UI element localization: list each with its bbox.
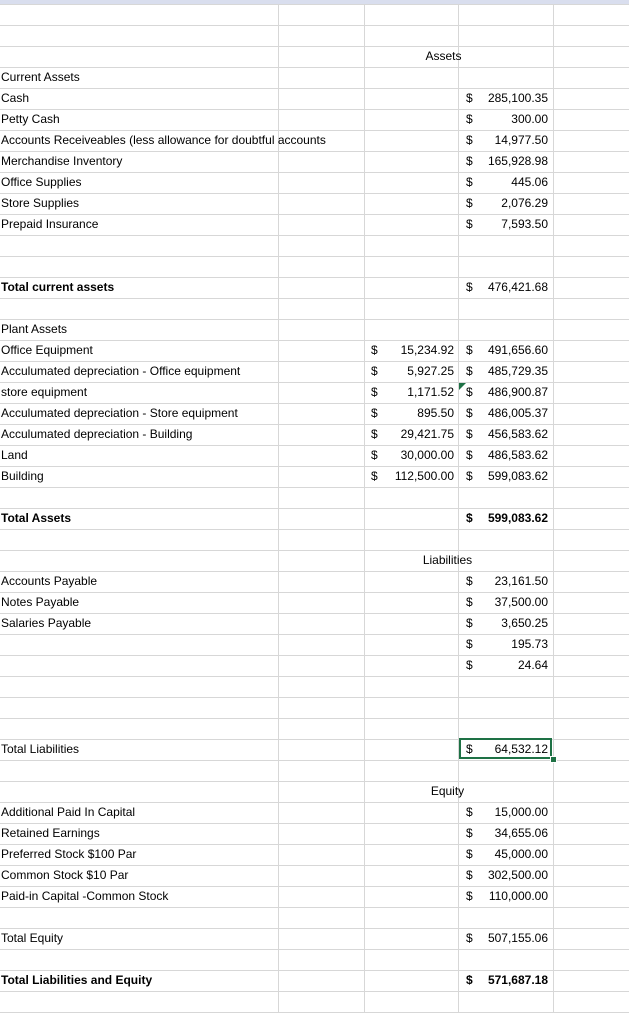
amount-cell[interactable]: 112,500.00 — [394, 469, 454, 483]
amount-cell[interactable]: 29,421.75 — [400, 427, 454, 441]
dollar-sign[interactable]: $ — [466, 91, 473, 105]
dollar-sign[interactable]: $ — [466, 742, 473, 756]
dollar-sign[interactable]: $ — [466, 427, 473, 441]
dollar-sign[interactable]: $ — [466, 469, 473, 483]
amount-cell[interactable]: 486,900.87 — [487, 385, 548, 399]
column-gridline — [364, 4, 365, 1012]
row-gridline — [0, 718, 629, 719]
amount-cell[interactable]: 23,161.50 — [494, 574, 548, 588]
dollar-sign[interactable]: $ — [466, 448, 473, 462]
row-gridline — [0, 4, 629, 5]
dollar-sign[interactable]: $ — [466, 595, 473, 609]
dollar-sign[interactable]: $ — [466, 637, 473, 651]
row-gridline — [0, 760, 629, 761]
row-label-accounts-receivable[interactable]: Accounts Receiveables (less allowance for doubtful accounts — [1, 133, 326, 147]
liabilities-section-header[interactable]: Liabilities — [422, 553, 473, 567]
dollar-sign[interactable]: $ — [466, 343, 473, 357]
amount-cell[interactable]: 1,171.52 — [407, 385, 454, 399]
dollar-sign[interactable]: $ — [371, 364, 378, 378]
row-label-accum-depr-store-equipment[interactable]: Acculumated depreciation - Store equipment — [1, 406, 238, 420]
dollar-sign[interactable]: $ — [371, 385, 378, 399]
row-gridline — [0, 697, 629, 698]
plant-assets-heading[interactable]: Plant Assets — [1, 322, 68, 336]
amount-cell[interactable]: 14,977.50 — [494, 133, 548, 147]
dollar-sign[interactable]: $ — [466, 616, 473, 630]
column-gridline — [553, 4, 554, 1012]
row-label-cash[interactable]: Cash — [1, 91, 30, 105]
row-label-office-supplies[interactable]: Office Supplies — [1, 175, 82, 189]
dollar-sign[interactable]: $ — [466, 847, 473, 861]
row-gridline — [0, 67, 629, 68]
amount-cell[interactable]: 15,234.92 — [400, 343, 454, 357]
equity-section-header[interactable]: Equity — [430, 784, 465, 798]
dollar-sign[interactable]: $ — [466, 385, 473, 399]
row-gridline — [0, 256, 629, 257]
total-liabilities-equity-label[interactable]: Total Liabilities and Equity — [1, 973, 153, 987]
row-label-store-equipment[interactable]: store equipment — [1, 385, 88, 399]
total-liabilities-amount[interactable]: 64,532.12 — [494, 742, 548, 756]
amount-cell[interactable]: 165,928.98 — [487, 154, 548, 168]
total-assets-label[interactable]: Total Assets — [1, 511, 72, 525]
column-gridline — [278, 4, 279, 1012]
amount-cell[interactable]: 599,083.62 — [487, 469, 548, 483]
amount-cell[interactable]: 37,500.00 — [494, 595, 548, 609]
row-label-office-equipment[interactable]: Office Equipment — [1, 343, 93, 357]
row-label-accounts-payable[interactable]: Accounts Payable — [1, 574, 98, 588]
row-label-building[interactable]: Building — [1, 469, 44, 483]
row-gridline — [0, 949, 629, 950]
total-liabilities-equity-amount[interactable]: 571,687.18 — [487, 973, 548, 987]
row-label-preferred-stock[interactable]: Preferred Stock $100 Par — [1, 847, 137, 861]
amount-cell[interactable]: 15,000.00 — [494, 805, 548, 819]
row-gridline — [0, 46, 629, 47]
dollar-sign[interactable]: $ — [466, 973, 473, 987]
amount-cell[interactable]: 485,729.35 — [487, 364, 548, 378]
dollar-sign[interactable]: $ — [466, 889, 473, 903]
dollar-sign[interactable]: $ — [466, 217, 473, 231]
row-gridline — [0, 298, 629, 299]
amount-cell[interactable]: 30,000.00 — [400, 448, 454, 462]
column-gridline — [458, 4, 459, 1012]
amount-cell[interactable]: 895.50 — [417, 406, 454, 420]
amount-cell[interactable]: 2,076.29 — [501, 196, 548, 210]
row-gridline — [0, 235, 629, 236]
amount-cell[interactable]: 195.73 — [511, 637, 548, 651]
total-equity-amount[interactable]: 507,155.06 — [487, 931, 548, 945]
amount-cell[interactable]: 302,500.00 — [487, 868, 548, 882]
row-gridline — [0, 487, 629, 488]
dollar-sign[interactable]: $ — [466, 133, 473, 147]
current-assets-heading[interactable]: Current Assets — [1, 70, 80, 84]
fill-handle[interactable] — [550, 756, 557, 763]
row-label-accum-depr-office-equipment[interactable]: Acculumated depreciation - Office equipment — [1, 364, 241, 378]
row-label-merchandise-inventory[interactable]: Merchandise Inventory — [1, 154, 123, 168]
row-label-prepaid-insurance[interactable]: Prepaid Insurance — [1, 217, 99, 231]
dollar-sign[interactable]: $ — [371, 469, 378, 483]
amount-cell[interactable]: 7,593.50 — [501, 217, 548, 231]
dollar-sign[interactable]: $ — [466, 280, 473, 294]
total-current-assets-amount[interactable]: 476,421.68 — [487, 280, 548, 294]
row-gridline — [0, 676, 629, 677]
row-label-salaries-payable[interactable]: Salaries Payable — [1, 616, 92, 630]
active-cell-selection[interactable] — [459, 738, 552, 759]
row-gridline — [0, 25, 629, 26]
dollar-sign[interactable]: $ — [466, 154, 473, 168]
assets-section-header[interactable]: Assets — [425, 49, 462, 63]
total-liabilities-label[interactable]: Total Liabilities — [1, 742, 80, 756]
total-assets-amount[interactable]: 599,083.62 — [487, 511, 548, 525]
dollar-sign[interactable]: $ — [466, 805, 473, 819]
row-gridline — [0, 550, 629, 551]
amount-cell[interactable]: 486,583.62 — [487, 448, 548, 462]
dollar-sign[interactable]: $ — [371, 427, 378, 441]
row-label-petty-cash[interactable]: Petty Cash — [1, 112, 60, 126]
row-label-notes-payable[interactable]: Notes Payable — [1, 595, 80, 609]
row-label-store-supplies[interactable]: Store Supplies — [1, 196, 80, 210]
amount-cell[interactable]: 24.64 — [517, 658, 548, 672]
dollar-sign[interactable]: $ — [466, 175, 473, 189]
amount-cell[interactable]: 45,000.00 — [494, 847, 548, 861]
row-gridline — [0, 907, 629, 908]
amount-cell[interactable]: 34,655.06 — [494, 826, 548, 840]
amount-cell[interactable]: 110,000.00 — [488, 889, 548, 903]
dollar-sign[interactable]: $ — [466, 931, 473, 945]
dollar-sign[interactable]: $ — [466, 112, 473, 126]
row-gridline — [0, 529, 629, 530]
row-gridline — [0, 991, 629, 992]
row-label-accum-depr-building[interactable]: Acculumated depreciation - Building — [1, 427, 193, 441]
amount-cell[interactable]: 456,583.62 — [487, 427, 548, 441]
dollar-sign[interactable]: $ — [466, 364, 473, 378]
total-current-assets-label[interactable]: Total current assets — [1, 280, 115, 294]
error-indicator-icon[interactable] — [459, 383, 466, 390]
dollar-sign[interactable]: $ — [466, 511, 473, 525]
amount-cell[interactable]: 285,100.35 — [487, 91, 548, 105]
row-gridline — [0, 781, 629, 782]
dollar-sign[interactable]: $ — [371, 406, 378, 420]
dollar-sign[interactable]: $ — [466, 658, 473, 672]
dollar-sign[interactable]: $ — [371, 343, 378, 357]
dollar-sign[interactable]: $ — [466, 868, 473, 882]
amount-cell[interactable]: 491,656.60 — [487, 343, 548, 357]
row-label-paid-in-capital-common[interactable]: Paid-in Capital -Common Stock — [1, 889, 169, 903]
amount-cell[interactable]: 486,005.37 — [487, 406, 548, 420]
dollar-sign[interactable]: $ — [371, 448, 378, 462]
row-label-common-stock[interactable]: Common Stock $10 Par — [1, 868, 129, 882]
row-label-additional-paid-in-capital[interactable]: Additional Paid In Capital — [1, 805, 136, 819]
total-equity-label[interactable]: Total Equity — [1, 931, 64, 945]
amount-cell[interactable]: 5,927.25 — [407, 364, 454, 378]
row-label-land[interactable]: Land — [1, 448, 28, 462]
amount-cell[interactable]: 300.00 — [511, 112, 548, 126]
dollar-sign[interactable]: $ — [466, 574, 473, 588]
row-label-retained-earnings[interactable]: Retained Earnings — [1, 826, 100, 840]
dollar-sign[interactable]: $ — [466, 406, 473, 420]
dollar-sign[interactable]: $ — [466, 196, 473, 210]
row-gridline — [0, 319, 629, 320]
amount-cell[interactable]: 445.06 — [511, 175, 548, 189]
dollar-sign[interactable]: $ — [466, 826, 473, 840]
amount-cell[interactable]: 3,650.25 — [501, 616, 548, 630]
